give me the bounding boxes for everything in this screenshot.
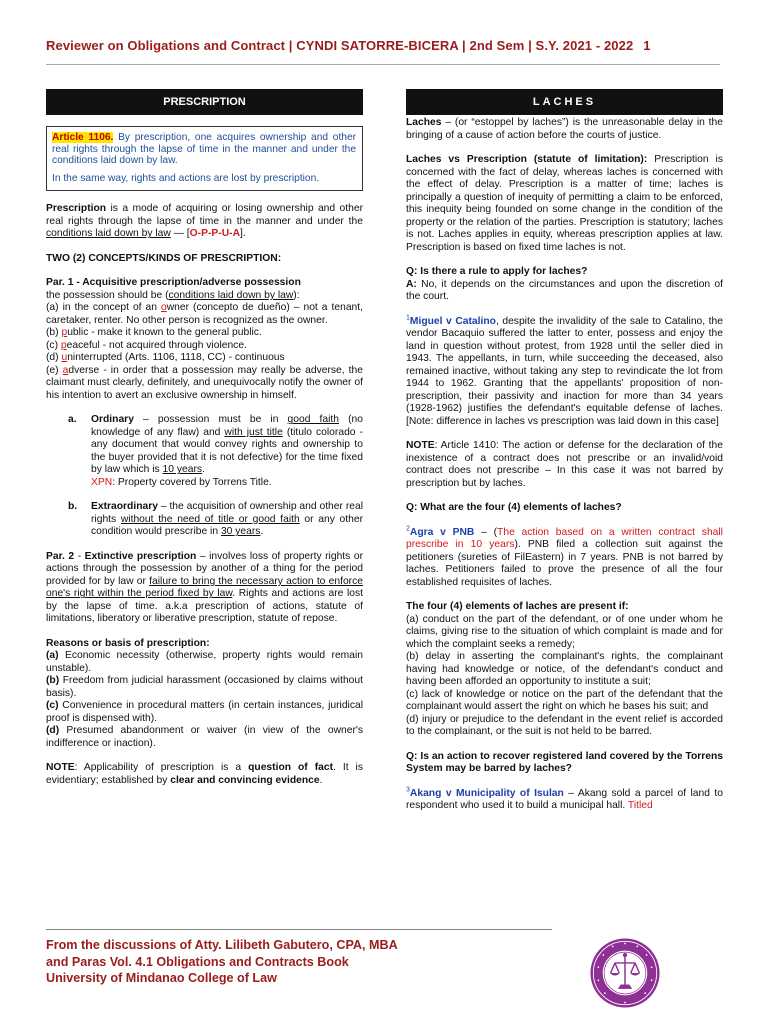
- article-label: Article 1106.: [52, 132, 114, 143]
- header-divider: [46, 64, 720, 65]
- footer-divider: [46, 929, 552, 930]
- college-of-law-seal-icon: [589, 937, 661, 1009]
- par1-heading: Par. 1 - Acquisitive prescription/adverse possession: [46, 277, 301, 289]
- elements-heading: The four (4) elements of laches are present if:: [406, 601, 629, 612]
- case-miguel-v-catalino: $^1$Miguel v Catalino, despite the invalidity of the sale to Catalino, the vendor Bacaquio suffered the latter to enter, possess and enjoy the land in question without protest, from 1928 until the seller died in 1943. The appellants, in turn, while succeeding the deceased, also remained inactive, without taking any step to revindicate the lot from 1944 to 1962. Granting that the appellants' proposition of non-prescription, their passivity and inaction for more than 34 years (1928-1962) justifies the defendant's equitable defense of laches. [Note: difference in laches vs prescription was laid down in this case]: [406, 314, 723, 427]
- footer-line-3: University of Mindanao College of Law: [46, 971, 277, 985]
- question-elements: Q: What are the four (4) elements of laches?: [406, 502, 622, 513]
- laches-banner: LACHES: [406, 89, 723, 115]
- reason-a: (a) Economic necessity (otherwise, property rights would remain unstable).: [46, 650, 363, 674]
- prescription-definition: Prescription is a mode of acquiring or losing ownership and other real rights through the lapse of time in the manner and under the conditions laid down by law — [O-P-P-U-A].: [46, 203, 363, 240]
- par1-item-a: (a) in the concept of an owner (concepto de dueño) – not a tenant, caretaker, renter. No other person is recognized as the owner.: [46, 302, 363, 326]
- par1-intro: the possession should be (conditions laid down by law):: [46, 289, 300, 301]
- article-paragraph: Article 1106. By prescription, one acquires ownership and other real rights through the lapse of time in the manner and under the conditions laid down by law.: [52, 132, 356, 167]
- reason-c: (c) Convenience in procedural matters (in certain instances, juridical proof is dispensed with).: [46, 700, 363, 724]
- page-footer: [46, 937, 566, 987]
- right-column: [406, 89, 723, 813]
- answer-rule: A: No, it depends on the circumstances and upon the discretion of the court.: [406, 278, 723, 302]
- element-d: (d) injury or prejudice to the defendant in the event relief is accorded to the complainant, or the suit is not held to be barred.: [406, 713, 723, 737]
- question-rule: Q: Is there a rule to apply for laches?: [406, 266, 588, 277]
- par1-item-c: (c) peaceful - not acquired through violence.: [46, 339, 247, 351]
- prescription-note: NOTE: Applicability of prescription is a question of fact. It is evidentiary; established by clear and convincing evidence.: [46, 762, 363, 786]
- footer-line-1: From the discussions of Atty. Lilibeth Gabutero, CPA, MBA: [46, 938, 398, 952]
- element-b: (b) delay in asserting the complainant's rights, the complainant having had knowledge or notice, of the defendant's conduct and having been afforded an opportunity to institute a suit;: [406, 651, 723, 687]
- laches-note: NOTE: Article 1410: The action or defense for the declaration of the inexistence of a contract does not prescribe or an invalid/void contract does not prescribe – In this case it was not barred by prescription but by laches.: [406, 440, 723, 489]
- left-column: [46, 89, 363, 787]
- footer-line-2: and Paras Vol. 4.1 Obligations and Contracts Book: [46, 954, 349, 969]
- article-1106-box: [46, 126, 363, 191]
- prescription-banner: PRESCRIPTION: [46, 89, 363, 115]
- page-header: [46, 38, 726, 53]
- question-torrens: Q: Is an action to recover registered land covered by the Torrens System may be barred by laches?: [406, 750, 723, 774]
- laches-definition: Laches – (or “estoppel by laches”) is the unreasonable delay in the bringing of a cause of action before the courts of justice.: [406, 117, 723, 141]
- reasons-heading: Reasons or basis of prescription:: [46, 637, 210, 649]
- laches-vs-prescription: Laches vs Prescription (statute of limitation): Prescription is concerned with the fact of delay, whereas laches is concerned with the effect of delay. Prescription is a matter of time; laches is principally a question of inequity of permitting a claim to be enforced, this inequity being founded on some change in the condition of the property or the relation of the parties. Prescription is statutory; laches is not. Laches applies in equity, whereas prescription applies at law. Prescription is based on fixed time laches is not.: [406, 154, 723, 253]
- element-a: (a) conduct on the part of the defendant, or of one under whom he claims, giving rise to the situation of which complaint is made and for which the complaint seeks a remedy;: [406, 613, 723, 650]
- case-akang-v-isulan: $^3$Akang v Municipality of Isulan – Akang sold a parcel of land to respondent who used it to build a municipal hall. Titled: [406, 786, 723, 811]
- extraordinary-item: b. Extraordinary – the acquisition of ownership and other real rights without the need of title or good faith or any other condition would prescribe in 30 years.: [68, 501, 364, 538]
- case-agra-v-pnb: $^2$Agra v PNB – (The action based on a written contract shall prescribe in 10 years). PNB filed a collection suit against the petitioners (sureties of FilEastern) in 7 years. PNB is not barred by laches. Petitioners failed to prove the presence of all the four established requisites of laches.: [406, 525, 723, 588]
- par2-extinctive: Par. 2 - Extinctive prescription – involves loss of property rights or actions through the possession by another of a thing for the period provided for by law or failure to bring the necessary action to enforce one's right within the period fixed by law. Rights and actions are lost by the lapse of time. a.k.a prescription of actions, statute of limitations, liberatory or liberative prescription, statute of repose.: [46, 550, 363, 625]
- header-title: Reviewer on Obligations and Contract | CYNDI SATORRE-BICERA | 2nd Sem | S.Y. 2021 - 2022: [46, 38, 634, 53]
- page-number: 1: [643, 38, 651, 53]
- reason-d: (d) Presumed abandonment or waiver (in view of the owner's indifference or inaction).: [46, 725, 363, 749]
- two-concepts-heading: TWO (2) CONCEPTS/KINDS OF PRESCRIPTION:: [46, 252, 282, 264]
- article-paragraph-2: In the same way, rights and actions are lost by prescription.: [52, 172, 320, 184]
- reason-b: (b) Freedom from judicial harassment (occasioned by claims without basis).: [46, 675, 363, 699]
- ordinary-item: a. Ordinary – possession must be in good faith (no knowledge of any flaw) and with just title (titulo colorado - any document that would convey rights and ownership to the buyer provided that it is not defective) for the time fixed by law which is 10 years. XPN: Property covered by Torrens Title.: [68, 414, 363, 488]
- par1-item-b: (b) public - make it known to the general public.: [46, 327, 262, 339]
- element-c: (c) lack of knowledge or notice on the part of the defendant that the complainant would assert the right on which he bases his suit; and: [406, 688, 723, 712]
- par1-item-d: (d) uninterrupted (Arts. 1106, 1118, CC) - continuous: [46, 352, 285, 364]
- par1-item-e: (e) adverse - in order that a possession may really be adverse, the claimant must clearly, definitely, and unequivocally notify the owner of his intention to avert an exclusive ownership in himself.: [46, 364, 363, 401]
